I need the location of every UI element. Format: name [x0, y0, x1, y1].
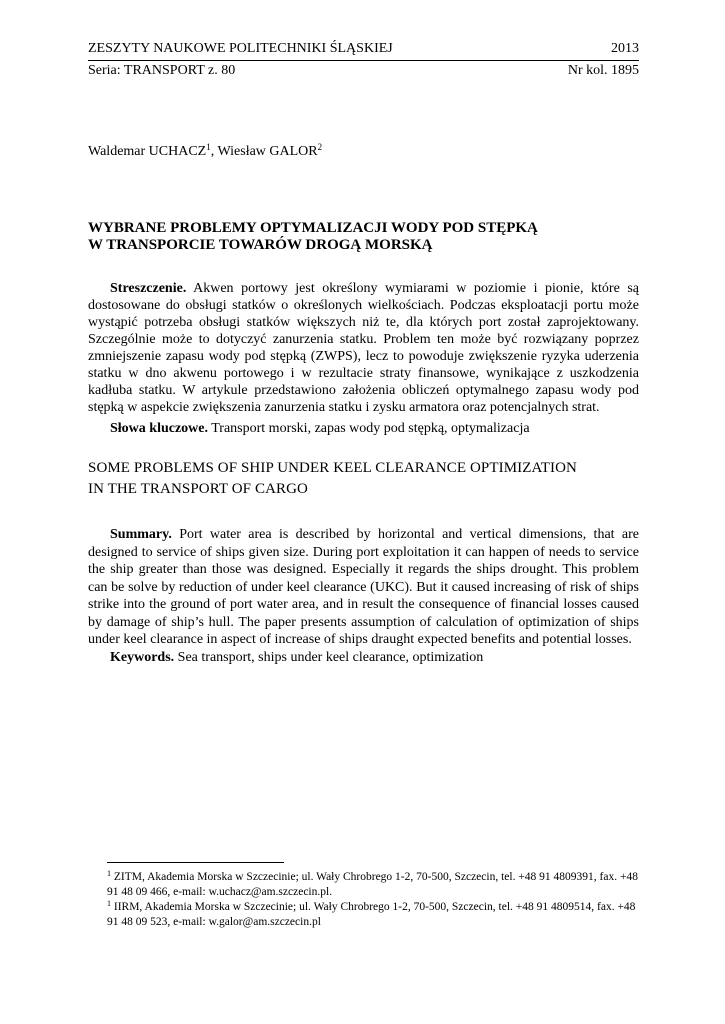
author-2: Wiesław GALOR [217, 144, 318, 159]
title-en-line-2: IN THE TRANSPORT OF CARGO [88, 481, 308, 497]
paper-title-pl [88, 220, 639, 254]
keywords-pl [88, 420, 639, 437]
footnote-1 [107, 870, 639, 900]
footnote-1-text: ZITM, Akademia Morska w Szczecinie; ul. Wały Chrobrego 1-2, 70-500, Szczecin, tel. +48 91 4809391, fax. +48 91 48 09 466, e-mail: w.uchacz@am.szczecin.pl. [107, 871, 638, 898]
keywords-en-label: Keywords. [110, 649, 175, 665]
title-pl-line-1: WYBRANE PROBLEMY OPTYMALIZACJI WODY POD STĘPKĄ [88, 220, 538, 236]
summary-en-text: Port water area is described by horizontal and vertical dimensions, that are designed to service of ships given size. During port exploitation it can happen of needs to service the ship greater than those was designed. Especially it regards the ships drought. This problem can be solve by reduction of under keel clearance (UKC). But it caused increasing of risk of ships strike into the ground of port water area, and in result the consequence of financial losses caused by damage of ship’s hull. The paper presents assumption of calculation of optimization of ships under keel clearance in aspect of increase of ships draught expected benefits and potential losses. [88, 527, 639, 647]
author-separator: , [210, 144, 218, 159]
keywords-pl-text: Transport morski, zapas wody pod stępką, optymalizacja [208, 421, 530, 436]
summary-en-label: Summary. [110, 527, 172, 542]
paper-page [88, 40, 639, 666]
paper-title-en [88, 458, 639, 500]
keywords-pl-label: Słowa kluczowe. [110, 421, 208, 436]
authors-line [88, 143, 639, 160]
footnote-2-text: IIRM, Akademia Morska w Szczecinie; ul. Wały Chrobrego 1-2, 70-500, Szczecin, tel. +48 91 4809514, fax. +48 91 48 09 523, e-mail: w.galor@am.szczecin.pl [107, 901, 636, 928]
footnote-rule [107, 862, 284, 863]
keywords-en-text: Sea transport, ships under keel clearance, optimization [174, 649, 484, 665]
footnote-2-mark: 1 [107, 899, 111, 908]
journal-name: ZESZYTY NAUKOWE POLITECHNIKI ŚLĄSKIEJ [88, 41, 393, 56]
series-header [88, 62, 639, 79]
abstract-pl-text: Akwen portowy jest określony wymiarami w poziomie i pionie, które są dostosowane do obsługi statków o określonych wielkościach. Podczas eksploatacji portu może wystąpić potrzeba obsługi statków większych niż te, dla których port został zaprojektowany. Szczególnie może to dotyczyć zanurzenia statku. Problem ten może być rozwiązany poprzez zmniejszenie zapasu wody pod stępką (ZWPS), lecz to powoduje zwiększenie ryzyka uderzenia statku w dno akwenu portowego i w rezultacie straty finansowe, wynikające z uszkodzenia kadłuba statku. W artykule przedstawiono założenia obliczeń optymalnego zapasu wody pod stępką w aspekcie zwiększenia zanurzenia statku i zysku armatora oraz potencjalnych strat. [88, 281, 639, 415]
title-en-line-1: SOME PROBLEMS OF SHIP UNDER KEEL CLEARANCE OPTIMIZATION [88, 460, 577, 476]
issue-number: Nr kol. 1895 [567, 63, 639, 78]
summary-en [88, 526, 639, 649]
title-pl-line-2: W TRANSPORCIE TOWARÓW DROGĄ MORSKĄ [88, 237, 433, 253]
author-1: Waldemar UCHACZ [88, 144, 207, 159]
author-2-footnote-mark: 2 [317, 142, 323, 152]
header-rule [88, 60, 639, 61]
abstract-pl [88, 280, 639, 416]
keywords-en [88, 649, 639, 666]
series-label: Seria: TRANSPORT z. 80 [88, 63, 236, 78]
journal-year: 2013 [611, 41, 639, 56]
footnote-1-mark: 1 [107, 869, 111, 878]
footnote-2 [107, 900, 639, 930]
author-1-footnote-mark: 1 [206, 142, 211, 152]
abstract-pl-label: Streszczenie. [110, 281, 187, 296]
journal-header [88, 40, 639, 57]
footnotes [107, 862, 639, 930]
